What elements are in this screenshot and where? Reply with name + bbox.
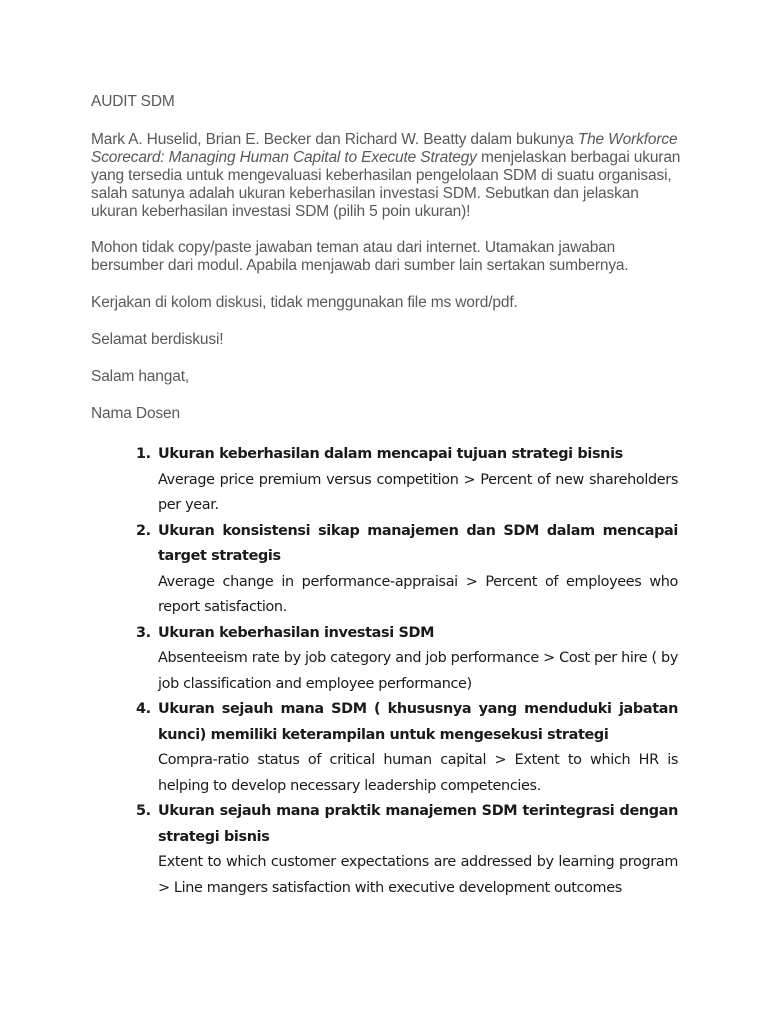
document-title: AUDIT SDM <box>91 93 175 110</box>
answer-description: Average change in performance-appraisai > Percent of employees who report satisfaction. <box>158 573 678 615</box>
answer-description: Extent to which customer expectations are addressed by learning program > Line mangers satisfaction with executive development outcomes <box>158 854 678 896</box>
answer-heading: Ukuran sejauh mana SDM ( khususnya yang menduduki jabatan kunci) memiliki keterampilan untuk mengesekusi strategi <box>158 701 678 743</box>
answer-number: 1. <box>136 446 151 462</box>
answer-item <box>136 799 678 901</box>
answer-number: 4. <box>136 701 151 717</box>
closing: Salam hangat, <box>91 368 190 385</box>
answer-description: Average price premium versus competition > Percent of new shareholders per year. <box>158 471 678 513</box>
book-title: The Workforce Scorecard: Managing Human Capital to Execute Strategy <box>91 131 678 166</box>
answer-number: 2. <box>136 522 151 539</box>
answer-item <box>136 697 678 799</box>
note-paragraph: Mohon tidak copy/paste jawaban teman atau dari internet. Utamakan jawaban bersumber dari modul. Apabila menjawab dari sumber lain sertakan sumbernya. <box>91 239 629 274</box>
intro-text-continued: menjelaskan berbagai ukuran yang tersedia untuk mengevaluasi keberhasilan pengelolaan SDM di suatu organisasi, salah satunya adalah ukuran keberhasilan investasi SDM. Sebutkan dan jelaskan ukuran keberhasilan investasi SDM (pilih 5 poin ukuran)! <box>91 149 681 220</box>
answer-item <box>136 442 678 519</box>
assignment-text <box>91 93 681 423</box>
answer-item <box>136 621 678 698</box>
answer-heading: Ukuran sejauh mana praktik manajemen SDM terintegrasi dengan strategi bisnis <box>158 803 678 845</box>
answer-description: Absenteeism rate by job category and job performance > Cost per hire ( by job classification and employee performance) <box>158 650 678 692</box>
answer-heading: Ukuran keberhasilan dalam mencapai tujuan strategi bisnis <box>158 446 623 462</box>
answer-item <box>136 519 678 621</box>
signature: Nama Dosen <box>91 405 180 422</box>
answer-heading: Ukuran konsistensi sikap manajemen dan SDM dalam mencapai target strategis <box>158 522 678 564</box>
greeting: Selamat berdiskusi! <box>91 331 224 348</box>
intro-text: Mark A. Huselid, Brian E. Becker dan Richard W. Beatty dalam bukunya <box>91 131 578 148</box>
answer-number: 3. <box>136 624 151 641</box>
answer-heading: Ukuran keberhasilan investasi SDM <box>158 624 435 641</box>
answer-number: 5. <box>136 803 151 819</box>
instruction-paragraph: Kerjakan di kolom diskusi, tidak menggunakan file ms word/pdf. <box>91 294 518 311</box>
answer-description: Compra-ratio status of critical human capital > Extent to which HR is helping to develop necessary leadership competencies. <box>158 752 678 794</box>
answer-list <box>136 442 678 901</box>
intro-paragraph <box>91 131 681 221</box>
